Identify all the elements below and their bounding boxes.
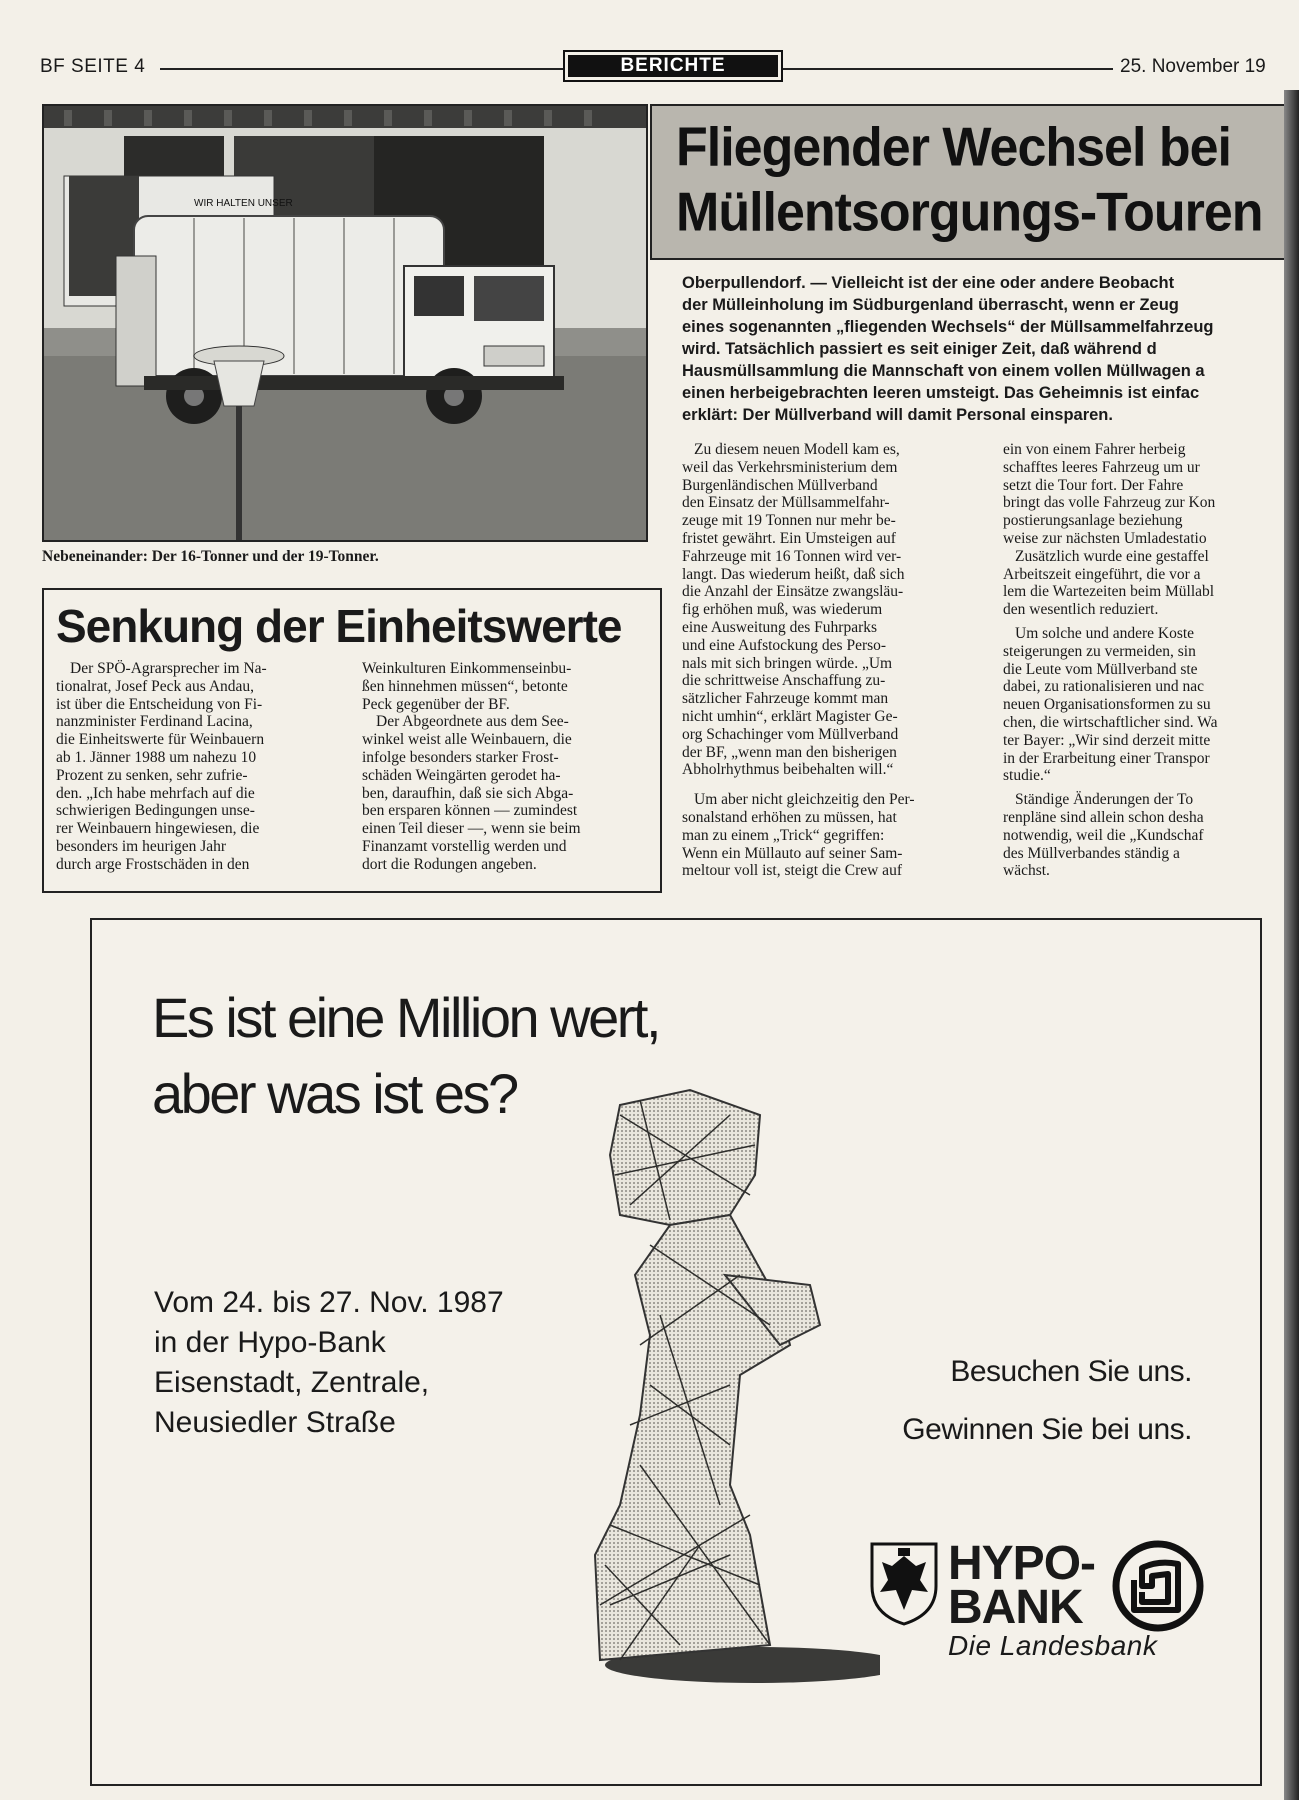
text-line: chen, die wirtschaftlicher sind. Wa	[1003, 713, 1218, 731]
text-line: dort die Rodungen angeben.	[362, 855, 537, 873]
text-line: ist über die Entscheidung von Fi-	[56, 695, 263, 713]
hand-logo-icon	[1112, 1540, 1204, 1632]
text-line: den wesentlich reduziert.	[1003, 601, 1159, 619]
text-line: die Leute vom Müllverband ste	[1003, 660, 1198, 678]
ad-headline-line: Es ist eine Million wert,	[152, 986, 660, 1049]
text-line: infolge besonders starker Frost-	[362, 748, 559, 766]
lead-line: einen herbeigebrachten leeren umsteigt. Das Geheimnis ist einfac	[682, 384, 1200, 402]
text-line: weise zur nächsten Umladestatio	[1003, 529, 1207, 547]
text-line: winkel weist alle Weinbauern, die	[362, 731, 572, 749]
text-line: lem die Wartezeiten beim Müllabl	[1003, 583, 1215, 601]
text-line: fig erhöhen muß, was wiederum	[682, 601, 883, 619]
exhibition-info-line: in der Hypo-Bank	[154, 1326, 386, 1359]
text-line: nals mit sich bringen würde. „Um	[682, 654, 893, 672]
truck-lettering: WIR HALTEN UNSER	[194, 198, 293, 209]
lead-line: Hausmüllsammlung die Mannschaft von einem vollen Müllwagen a	[682, 362, 1205, 380]
text-line: eine Ausweitung des Fuhrparks	[682, 618, 878, 636]
bank-tagline: Die Landesbank	[948, 1630, 1158, 1661]
exhibition-info-line: Eisenstadt, Zentrale,	[154, 1366, 430, 1399]
exhibition-info	[154, 1283, 504, 1443]
text-line: dabei, zu rationalisieren und nac	[1003, 678, 1204, 696]
text-line: neuen Organisationsformen zu su	[1003, 696, 1211, 714]
text-line: weil das Verkehrsministerium dem	[682, 458, 898, 476]
lead-line: wird. Tatsächlich passiert es seit einiger Zeit, daß während d	[682, 340, 1157, 358]
text-line: ab 1. Jänner 1988 um nahezu 10	[56, 748, 257, 766]
logo-line: BANK	[948, 1581, 1083, 1634]
side-article-column-2	[362, 660, 652, 874]
text-line: Finanzamt vorstellig werden und	[362, 837, 567, 855]
text-line: besonders im heurigen Jahr	[56, 837, 227, 855]
text-line: Peck gegenüber der BF.	[362, 695, 510, 713]
text-line: org Schachinger vom Müllverband	[682, 725, 899, 743]
ad-invitation-line: Besuchen Sie uns.	[950, 1355, 1192, 1388]
side-article-headline: Senkung der Einheitswerte	[56, 600, 622, 652]
text-line: die schrittweise Anschaffung zu-	[682, 672, 886, 690]
header-rule-right	[783, 68, 1113, 70]
exhibition-info-line: Vom 24. bis 27. Nov. 1987	[154, 1286, 504, 1319]
photo-caption: Nebeneinander: Der 16-Tonner und der 19-Tonner.	[42, 548, 379, 565]
coat-of-arms-icon	[868, 1540, 940, 1626]
section-badge	[563, 50, 783, 82]
bank-logo-text	[948, 1537, 1096, 1634]
text-line: die Einheitswerte für Weinbauern	[56, 731, 265, 749]
text-line: man zu einem „Trick“ gegriffen:	[682, 826, 885, 844]
text-line: ein von einem Fahrer herbeig	[1003, 441, 1186, 458]
text-line: postierungsanlage beziehung	[1003, 512, 1183, 530]
text-line: Wenn ein Müllauto auf seiner Sam-	[682, 844, 903, 862]
text-line: in der Erarbeitung einer Transpor	[1003, 749, 1210, 767]
text-line: und eine Aufstockung des Perso-	[682, 636, 887, 654]
scan-edge-shadow	[1284, 90, 1299, 1800]
paragraph-gap	[682, 779, 988, 791]
text-line: ter Bayer: „Wir sind derzeit mitte	[1003, 731, 1211, 749]
issue-date: 25. November 19	[1120, 56, 1266, 77]
text-line: ßen hinnehmen müssen“, betonte	[362, 677, 568, 695]
text-line: ben, daraufhin, daß sie sich Abga-	[362, 784, 574, 802]
text-line: sätzlicher Fahrzeuge kommt man	[682, 690, 889, 708]
text-line: langt. Das wiederum heißt, daß sich	[682, 565, 905, 583]
exhibition-info-line: Neusiedler Straße	[154, 1406, 396, 1439]
text-line: schafftes leeres Fahrzeug um ur	[1003, 458, 1200, 476]
text-line: nicht umhin“, erklärt Magister Ge-	[682, 707, 898, 725]
text-line: sonalstand erhöhen zu müssen, hat	[682, 808, 897, 826]
page-label: BF SEITE 4	[40, 56, 146, 77]
text-line: ben ersparen können — zumindest	[362, 802, 578, 820]
ad-headline-line: aber was ist es?	[152, 1062, 517, 1125]
text-line: Arbeitszeit eingeführt, die vor a	[1003, 565, 1201, 583]
text-line: Prozent zu senken, sehr zufrie-	[56, 766, 248, 784]
news-photo	[42, 104, 648, 542]
text-line: einen Teil dieser —, wenn sie beim	[362, 820, 581, 838]
text-line: Burgenländischen Müllverband	[682, 476, 878, 494]
ad-invitation	[820, 1343, 1192, 1459]
section-label: BERICHTE	[568, 55, 778, 77]
text-line: Zu diesem neuen Modell kam es,	[694, 441, 900, 458]
text-line: renpläne sind allein schon desha	[1003, 808, 1204, 826]
main-headline	[676, 115, 1296, 245]
text-line: nanzminister Ferdinand Lacina,	[56, 713, 253, 731]
text-line: Abholrhythmus beibehalten will.“	[682, 761, 894, 779]
text-line: Ständige Änderungen der To	[1015, 791, 1194, 809]
headline-line: Müllentsorgungs-Touren	[676, 182, 1263, 243]
text-line: Der Abgeordnete aus dem See-	[376, 713, 569, 731]
text-line: rer Weinbauern hingewiesen, die	[56, 820, 260, 838]
text-line: steigerungen zu vermeiden, sin	[1003, 642, 1196, 660]
text-line: Zusätzlich wurde eine gestaffel	[1015, 547, 1209, 565]
text-line: die Anzahl der Einsätze zwangsläu-	[682, 583, 904, 601]
text-line: meltour voll ist, steigt die Crew auf	[682, 862, 902, 880]
main-article-column-1	[682, 441, 988, 880]
text-line: fristet gewährt. Ein Umsteigen auf	[682, 529, 896, 547]
text-line: setzt die Tour fort. Der Fahre	[1003, 476, 1184, 494]
lead-line: eines sogenannten „fliegenden Wechsels“ der Müllsammelfahrzeug	[682, 318, 1214, 336]
side-article-column-1	[56, 660, 344, 874]
lead-paragraph	[682, 272, 1299, 426]
lead-line: Oberpullendorf. — Vielleicht ist der eine oder andere Beobacht	[682, 274, 1175, 292]
text-line: Weinkulturen Einkommenseinbu-	[362, 660, 572, 677]
text-line: den. „Ich habe mehrfach auf die	[56, 784, 255, 802]
text-line: tionalrat, Josef Peck aus Andau,	[56, 677, 255, 695]
logo-line: HYPO-	[948, 1537, 1096, 1590]
text-line: bringt das volle Fahrzeug zur Kon	[1003, 494, 1216, 512]
ad-invitation-line: Gewinnen Sie bei uns.	[902, 1413, 1192, 1446]
text-line: den Einsatz der Müllsammelfahr-	[682, 494, 890, 512]
garbage-trucks-photo	[44, 106, 646, 540]
text-line: schwierigen Bedingungen unse-	[56, 802, 255, 820]
lead-line: der Mülleinholung im Südburgenland überrascht, wenn er Zeug	[682, 296, 1179, 314]
text-line: Der SPÖ-Agrarsprecher im Na-	[70, 660, 267, 677]
text-line: studie.“	[1003, 767, 1051, 785]
text-line: durch arge Frostschäden in den	[56, 855, 250, 873]
lead-line: erklärt: Der Müllverband will damit Personal einsparen.	[682, 406, 1113, 424]
text-line: schäden Weingärten gerodet ha-	[362, 766, 561, 784]
text-line: zeuge mit 19 Tonnen nur mehr be-	[682, 512, 896, 530]
main-article-column-2	[1003, 441, 1295, 880]
header-rule-left	[160, 68, 563, 70]
text-line: Fahrzeuge mit 16 Tonnen wird ver-	[682, 547, 902, 565]
text-line: der BF, „wenn man den bisherigen	[682, 743, 897, 761]
text-line: Um aber nicht gleichzeitig den Per-	[694, 791, 915, 809]
text-line: notwendig, weil die „Kundschaf	[1003, 826, 1204, 844]
text-line: des Müllverbandes ständig a	[1003, 844, 1180, 862]
headline-line: Fliegender Wechsel bei	[676, 117, 1232, 178]
text-line: wächst.	[1003, 862, 1050, 880]
text-line: Um solche und andere Koste	[1015, 624, 1195, 642]
